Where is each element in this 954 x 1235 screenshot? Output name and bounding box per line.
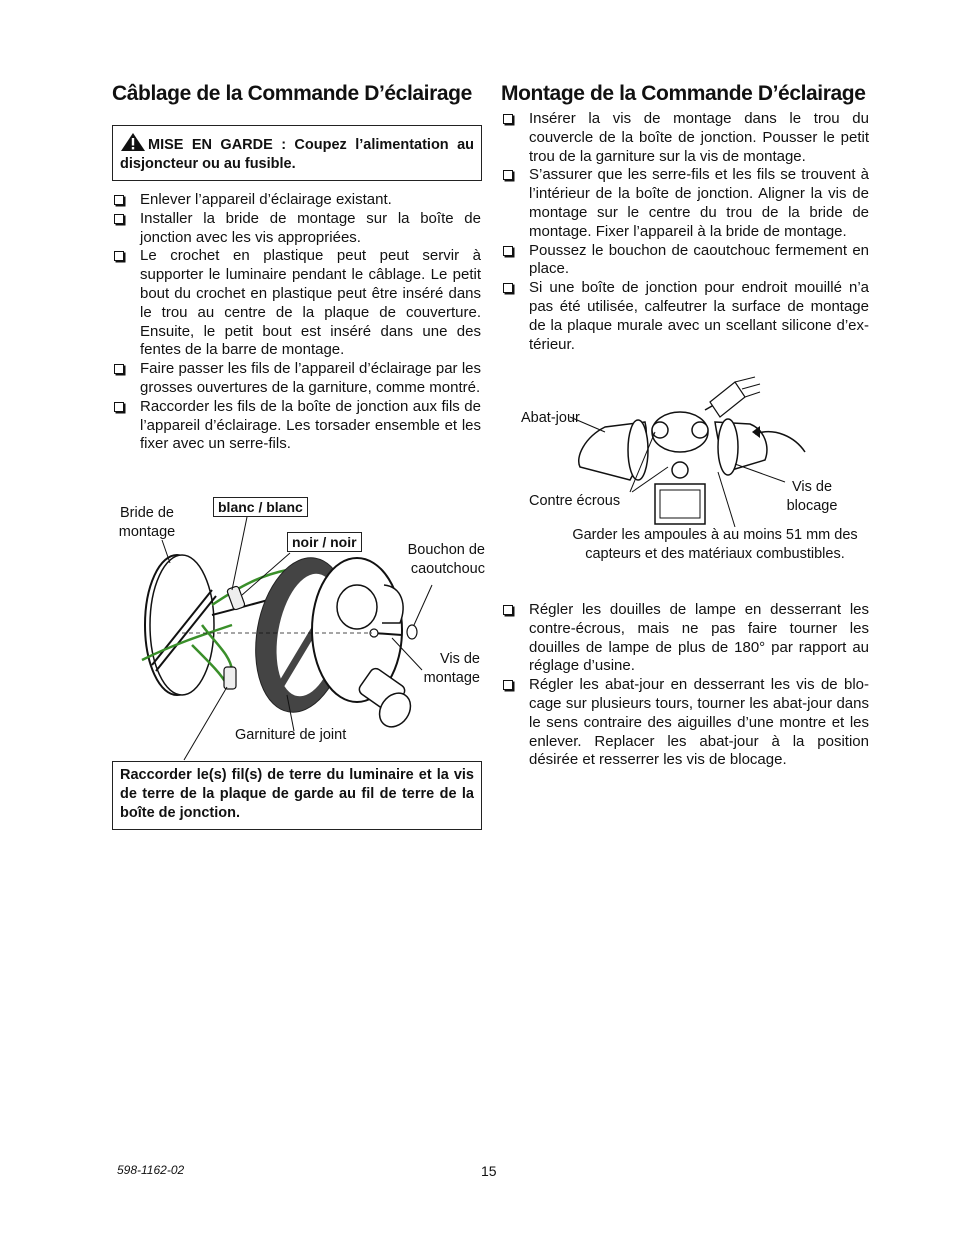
list-item: Si une boîte de jonction pour endroit mouillé n’a pas été utilisée, calfeutrer la surface de montage de la plaque murale avec un scellant silicone d’ex- térieur. (501, 279, 869, 354)
list-item: Enlever l’appareil d’éclairage existant. (112, 191, 481, 210)
list-item: Faire passer les fils de l’appareil d’éclairage par les grosses ouvertures de la garniture, comme montré. (112, 360, 481, 398)
label-abat-jour: Abat-jour (521, 410, 580, 426)
checkbox-bullet-icon (503, 170, 513, 180)
label-contre-ecrous: Contre écrous (529, 493, 621, 509)
right-steps2-list (501, 601, 869, 770)
checkbox-bullet-icon (114, 402, 124, 412)
checkbox-bullet-icon (503, 605, 513, 615)
list-item: Poussez le bouchon de caoutchouc fermement en place. (501, 242, 869, 280)
checkbox-bullet-icon (114, 251, 124, 261)
ground-note-text: Raccorder le(s) fil(s) de terre du luminaire et la vis de terre de la plaque de garde au fil de terre de la boîte de jonction. (120, 767, 474, 821)
floodlight-caption: Garder les ampoules à au moins 51 mm des capteurs et des matériaux combustibles. (572, 527, 858, 562)
checkbox-bullet-icon (114, 364, 124, 374)
warning-triangle-icon (120, 132, 146, 152)
label-garniture-joint: Garniture de joint (235, 727, 347, 743)
list-item: Régler les abat-jour en desserrant les vis de blo- cage sur plusieurs tours, tourner les abat-jour dans le sens contraire des aiguilles d’une montre et les enlever. Replacer les abat-jour à la position désirée et resserrer les vis de blocage. (501, 676, 869, 770)
left-steps-list (112, 191, 481, 454)
left-section-title: Câblage de la Commande D’éclairage (112, 82, 472, 105)
right-steps-list (501, 110, 869, 354)
list-item: S’assurer que les serre-fils et les fils se trouvent à l’intérieur de la boîte de jonction. Aligner la vis de montage sur le centre du trou de la bride de montage. Fixer l’appareil à la bride de montage. (501, 166, 869, 241)
warning-text: MISE EN GARDE : Coupez l’alimentation au disjoncteur ou au fusible. (120, 137, 474, 172)
label-bride-montage: Bride de montage (118, 505, 176, 540)
checkbox-bullet-icon (114, 195, 124, 205)
warning-box (112, 125, 482, 181)
list-item: Régler les douilles de lampe en desserrant les contre-écrous, mais ne pas faire tourner les douilles de lampe de plus de 180° par rapport au réglage d’usine. (501, 601, 869, 676)
doc-number: 598-1162-02 (117, 1163, 185, 1177)
checkbox-bullet-icon (503, 680, 513, 690)
checkbox-bullet-icon (503, 283, 513, 293)
label-vis-montage: Vis de montage (423, 651, 480, 686)
checkbox-bullet-icon (503, 114, 513, 124)
checkbox-bullet-icon (503, 246, 513, 256)
label-bouchon-caoutchouc: Bouchon de caoutchouc (407, 542, 485, 577)
list-item: Insérer la vis de montage dans le trou du couvercle de la boîte de jonction. Pousser le petit trou de la garniture sur la vis de montage. (501, 110, 869, 166)
right-section-title: Montage de la Commande D’éclairage (501, 82, 866, 105)
ground-note-box (112, 761, 482, 830)
list-item: Le crochet en plastique peut peut servir à supporter le luminaire pendant le câblage. Le petit bout du crochet en plastique peut être inséré dans le trou au centre de la plaque de couverture. Ensuite, le petit bout est inséré dans une des fentes de la barre de montage. (112, 247, 481, 360)
tag-blanc-blanc: blanc / blanc (213, 497, 308, 517)
list-item: Raccorder les fils de la boîte de jonction aux fils de l’appareil d’éclairage. Les torsader ensemble et les fixer avec un serre-fils. (112, 398, 481, 454)
tag-noir-noir: noir / noir (287, 532, 362, 552)
label-vis-blocage: Vis de blocage (786, 479, 838, 514)
list-item: Installer la bride de montage sur la boîte de jonction avec les vis appropriées. (112, 210, 481, 248)
checkbox-bullet-icon (114, 214, 124, 224)
page-number: 15 (481, 1163, 497, 1179)
